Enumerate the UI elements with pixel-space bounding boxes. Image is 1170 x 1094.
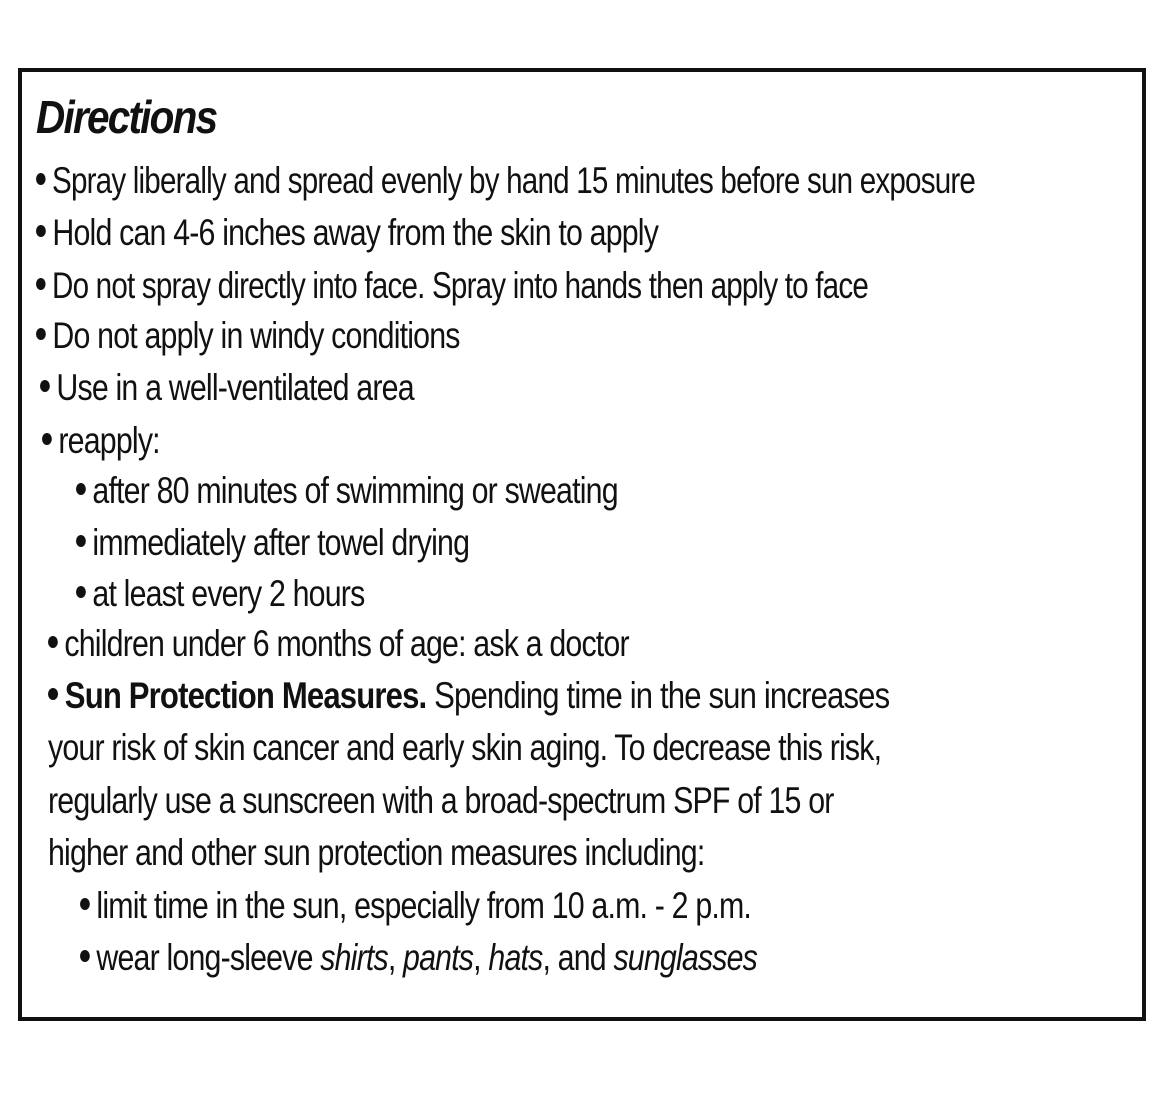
bullet-icon [40, 380, 50, 392]
reapply-item-text: after 80 minutes of swimming or sweating [92, 470, 618, 511]
direction-item-text: Spray liberally and spread evenly by hand 15 minutes before sun exposure [52, 160, 976, 201]
reapply-item-text: immediately after towel drying [92, 522, 470, 563]
measure-item [80, 887, 751, 924]
direction-item [36, 317, 460, 354]
bullet-icon [80, 950, 90, 962]
bullet-icon [42, 433, 52, 445]
direction-item-reapply [42, 422, 160, 459]
measure-item-shirts: shirts [320, 937, 388, 978]
measure-item-hats: hats [488, 937, 543, 978]
sun-protection-text: higher and other sun protection measures including: [48, 832, 705, 873]
sun-protection-line2 [48, 729, 881, 766]
direction-item-text: Use in a well-ventilated area [56, 367, 414, 408]
sun-protection-text: your risk of skin cancer and early skin aging. To decrease this risk, [48, 727, 882, 768]
bullet-icon [76, 586, 86, 598]
bullet-icon [36, 173, 46, 185]
measure-item-separator: , and [542, 937, 614, 978]
sun-protection-text: Spending time in the sun increases [434, 675, 890, 716]
bullet-icon [80, 898, 90, 910]
children-warning [48, 625, 629, 662]
sun-protection-line3 [48, 782, 834, 819]
reapply-item [76, 575, 364, 612]
measure-item-separator: , [473, 937, 489, 978]
measure-item [80, 939, 757, 976]
direction-item-text: Hold can 4-6 inches away from the skin to apply [52, 212, 659, 253]
reapply-item-text: at least every 2 hours [92, 573, 365, 614]
directions-heading: Directions [36, 91, 217, 143]
sun-protection-line1 [48, 677, 889, 714]
bullet-icon [76, 483, 86, 495]
sun-protection-text: regularly use a sunscreen with a broad-spectrum SPF of 15 or [48, 780, 834, 821]
direction-item [40, 369, 414, 406]
bullet-icon [36, 278, 46, 290]
bullet-icon [48, 688, 58, 700]
directions-label-box [18, 68, 1146, 1021]
sun-protection-title: Sun Protection Measures. [64, 675, 427, 716]
measure-item-sunglasses: sunglasses [613, 937, 758, 978]
children-warning-text: children under 6 months of age: ask a doctor [64, 623, 629, 664]
direction-item [36, 267, 868, 304]
measure-item-pants: pants [403, 937, 474, 978]
direction-item-text: Do not apply in windy conditions [52, 315, 460, 356]
bullet-icon [76, 535, 86, 547]
direction-item-text: Do not spray directly into face. Spray into hands then apply to face [52, 265, 869, 306]
measure-item-text: limit time in the sun, especially from 10 a.m. - 2 p.m. [96, 885, 752, 926]
direction-item [36, 214, 658, 251]
reapply-item [76, 472, 618, 509]
direction-item [36, 162, 975, 199]
bullet-icon [48, 636, 58, 648]
direction-item-text: reapply: [58, 420, 160, 461]
bullet-icon [36, 328, 46, 340]
measure-item-separator: , [387, 937, 404, 978]
bullet-icon [36, 225, 46, 237]
measure-item-text: wear long-sleeve [96, 937, 321, 978]
sun-protection-line4 [48, 834, 704, 871]
reapply-item [76, 524, 469, 561]
